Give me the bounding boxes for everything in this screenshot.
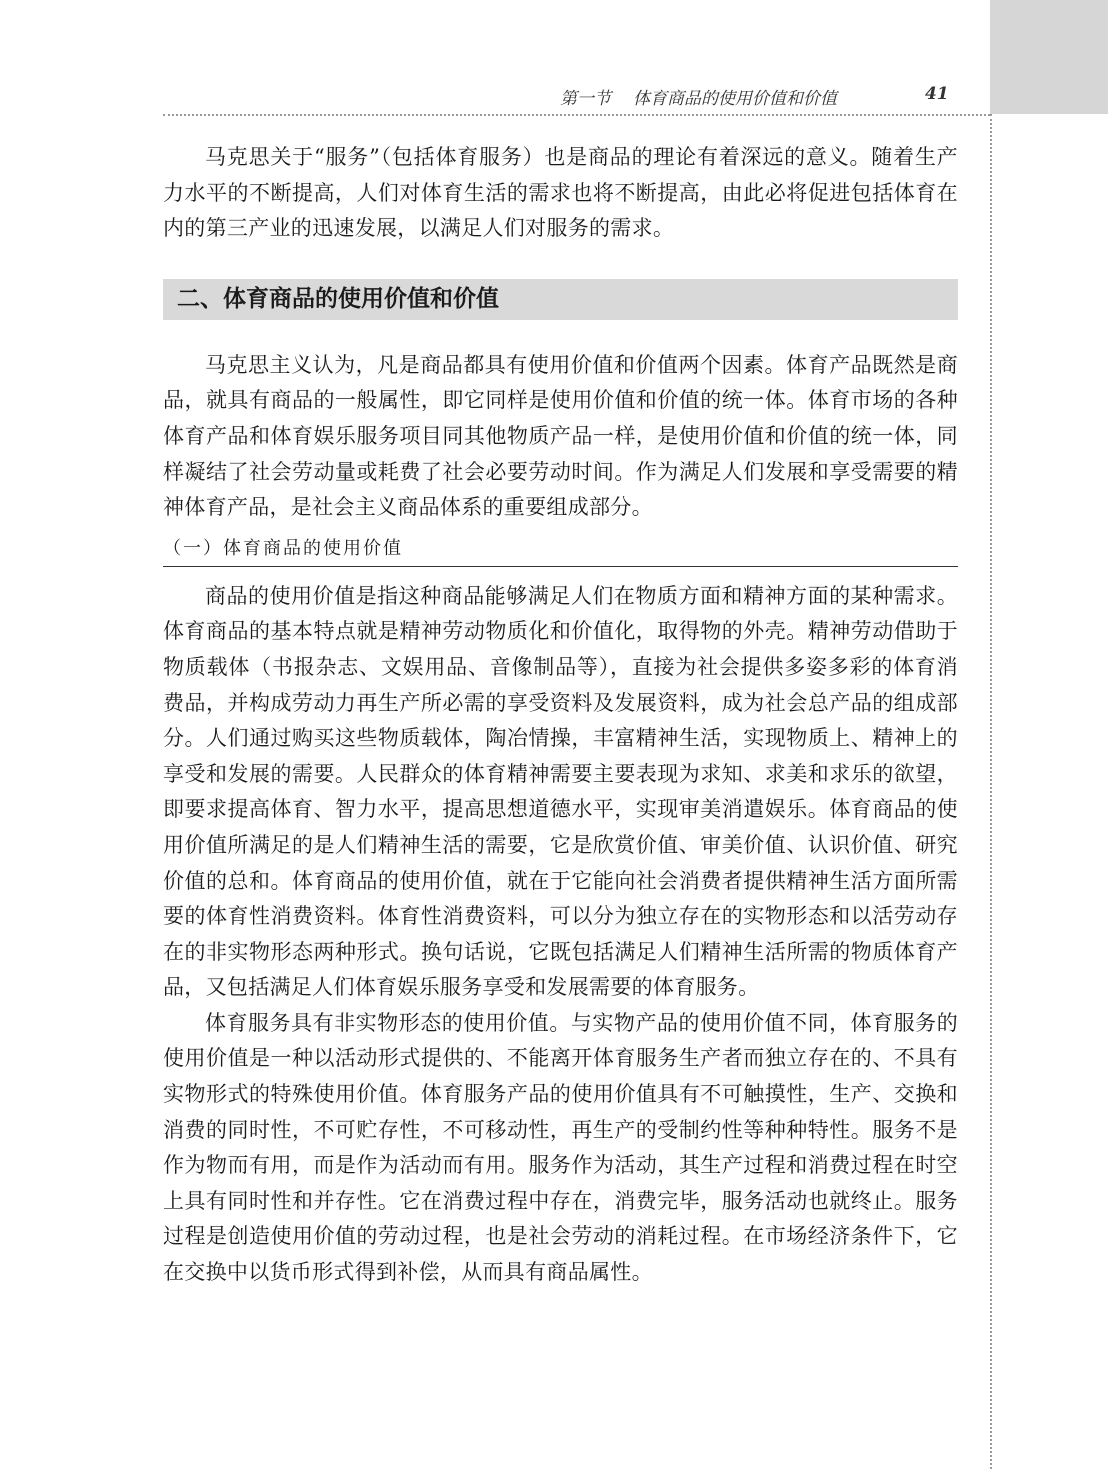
running-head bbox=[560, 84, 950, 109]
page-edge-dotted-line bbox=[990, 114, 992, 1469]
running-head-section: 第一节 bbox=[560, 89, 611, 109]
section-paragraph: 马克思主义认为，凡是商品都具有使用价值和价值两个因素。体育产品既然是商品，就具有商品的一般属性，即它同样是使用价值和价值的统一体。体育市场的各种体育产品和体育娱乐服务项目同其他物质产品一样，是使用价值和价值的统一体，同样凝结了社会劳动量或耗费了社会必要劳动时间。作为满足人们发展和享受需要的精神体育产品，是社会主义商品体系的重要组成部分。 bbox=[163, 352, 958, 520]
body-paragraph: 商品的使用价值是指这种商品能够满足人们在物质方面和精神方面的某种需求。体育商品的基本特点就是精神劳动物质化和价值化，取得物的外壳。精神劳动借助于物质载体（书报杂志、文娱用品、音像制品等），直接为社会提供多姿多彩的体育消费品，并构成劳动力再生产所必需的享受资料及发展资料，成为社会总产品的组成部分。人们通过购买这些物质载体，陶冶情操，丰富精神生活，实现物质上、精神上的享受和发展的需要。人民群众的体育精神需要主要表现为求知、求美和求乐的欲望，即要求提高体育、智力水平，提高思想道德水平，实现审美消遣娱乐。体育商品的使用价值所满足的是人们精神生活的需要，它是欣赏价值、审美价值、认识价值、研究价值的总和。体育商品的使用价值，就在于它能向社会消费者提供精神生活方面所需要的体育性消费资料。体育性消费资料，可以分为独立存在的实物形态和以活劳动存在的非实物形态两种形式。换句话说，它既包括满足人们精神生活所需的物质体育产品，又包括满足人们体育娱乐服务享受和发展需要的体育服务。 bbox=[163, 583, 958, 1000]
page-body bbox=[163, 140, 958, 1291]
header-rule bbox=[163, 114, 990, 116]
section-heading: 二、体育商品的使用价值和价值 bbox=[163, 279, 958, 320]
page-corner-tab bbox=[990, 0, 1108, 114]
intro-paragraph: 马克思关于“服务”（包括体育服务）也是商品的理论有着深远的意义。随着生产力水平的不断提高，人们对体育生活的需求也将不断提高，由此必将促进包括体育在内的第三产业的迅速发展，以满足人们对服务的需求。 bbox=[163, 145, 958, 241]
page-number: 41 bbox=[925, 84, 949, 104]
body-paragraph: 体育服务具有非实物形态的使用价值。与实物产品的使用价值不同，体育服务的使用价值是一种以活动形式提供的、不能离开体育服务生产者而独立存在的、不具有实物形式的特殊使用价值。体育服务产品的使用价值具有不可触摸性，生产、交换和消费的同时性，不可贮存性，不可移动性，再生产的受制约性等种种特性。服务不是作为物而有用，而是作为活动而有用。服务作为活动，其生产过程和消费过程在时空上具有同时性和并存性。它在消费过程中存在，消费完毕，服务活动也就终止。服务过程是创造使用价值的劳动过程，也是社会劳动的消耗过程。在市场经济条件下，它在交换中以货币形式得到补偿，从而具有商品属性。 bbox=[163, 1010, 958, 1285]
subsection-heading: （一）体育商品的使用价值 bbox=[163, 536, 958, 567]
running-head-title: 体育商品的使用价值和价值 bbox=[633, 89, 837, 109]
